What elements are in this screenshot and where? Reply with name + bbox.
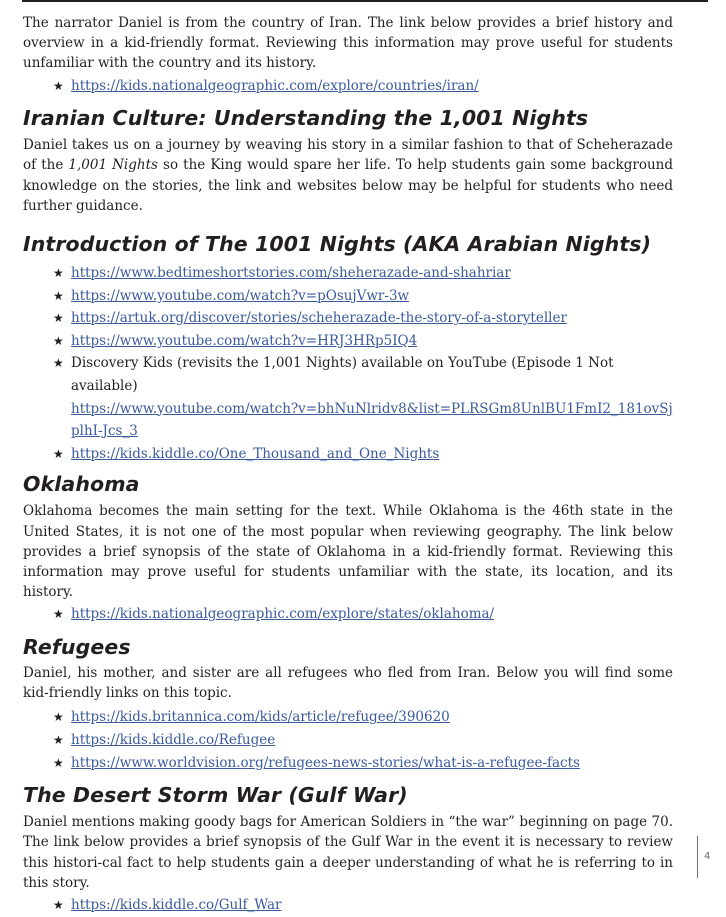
star-bullet-icon: ★ xyxy=(53,755,64,770)
link-worldvision-refugee[interactable]: https://www.worldvision.org/refugees-news-stories/what-is-a-refugee-facts xyxy=(71,754,580,771)
list-item xyxy=(53,894,673,917)
list-item xyxy=(53,75,673,98)
heading-oklahoma: Oklahoma xyxy=(23,472,140,497)
list-item xyxy=(53,352,673,442)
document-page xyxy=(23,13,673,917)
heading-refugees: Refugees xyxy=(23,634,131,659)
star-bullet-icon: ★ xyxy=(53,288,64,303)
refugees-paragraph: Daniel, his mother, and sister are all refugees who fled from Iran. Below you will find some kid-friendly links on this topic. xyxy=(23,664,673,702)
link-discovery-kids-youtube[interactable]: https://www.youtube.com/watch?v=bhNuNlridv8&list=PLRSGm8UnlBU1FmI2_181ovSjplhI-Jcs_3 xyxy=(71,400,673,440)
star-bullet-icon: ★ xyxy=(53,333,64,348)
intro-link-list xyxy=(23,75,673,98)
list-item xyxy=(53,262,673,285)
star-bullet-icon: ★ xyxy=(53,732,64,747)
top-rule xyxy=(22,0,708,2)
heading-desert-storm: The Desert Storm War (Gulf War) xyxy=(23,783,408,808)
link-youtube-1[interactable]: https://www.youtube.com/watch?v=pOsujVwr-3w xyxy=(71,287,410,304)
nights-link-list xyxy=(23,262,673,465)
list-item xyxy=(53,330,673,353)
heading-iranian-culture: Iranian Culture: Understanding the 1,001 Nights xyxy=(23,106,589,131)
iranian-culture-paragraph xyxy=(23,135,673,216)
star-bullet-icon: ★ xyxy=(53,356,64,371)
link-britannica-refugee[interactable]: https://kids.britannica.com/kids/article/refugee/390620 xyxy=(71,709,450,726)
heading-introduction-1001-nights: Introduction of The 1001 Nights (AKA Arabian Nights) xyxy=(23,232,652,257)
star-bullet-icon: ★ xyxy=(53,607,64,622)
list-item xyxy=(53,603,673,626)
star-bullet-icon: ★ xyxy=(53,311,64,326)
intro-paragraph: The narrator Daniel is from the country of Iran. The link below provides a brief history and overview in a kid-friendly format. Reviewing this information may prove useful for students unfamiliar with the country and its history. xyxy=(23,15,673,72)
iranian-text-a: Daniel takes us on a journey by weaving his story in a similar fashion to that of Scheherazade of the xyxy=(23,137,673,174)
refugees-link-list xyxy=(23,706,673,774)
link-kiddle-refugee[interactable]: https://kids.kiddle.co/Refugee xyxy=(71,731,276,748)
link-kiddle-1001-nights[interactable]: https://kids.kiddle.co/One_Thousand_and_One_Nights xyxy=(71,445,440,462)
list-item xyxy=(53,285,673,308)
iranian-text-b: so the King would spare her life. To help students gain some background knowledge on the stories, the link and websites below may be helpful for students who need further guidance. xyxy=(23,157,673,214)
desert-storm-link-list xyxy=(23,894,673,917)
link-artuk[interactable]: https://artuk.org/discover/stories/scheherazade-the-story-of-a-storyteller xyxy=(71,310,567,327)
star-bullet-icon: ★ xyxy=(53,266,64,281)
oklahoma-paragraph: Oklahoma becomes the main setting for the text. While Oklahoma is the 46th state in the United States, it is not one of the most popular when reviewing geography. The link below provides a brief synopsis of the state of Oklahoma in a kid-friendly format. Reviewing this information may prove useful for students unfamiliar with the state, its location, and its history. xyxy=(23,503,673,601)
link-oklahoma[interactable]: https://kids.nationalgeographic.com/explore/states/oklahoma/ xyxy=(71,606,495,623)
link-youtube-2[interactable]: https://www.youtube.com/watch?v=HRJ3HRp5IQ4 xyxy=(71,332,418,349)
iranian-text-emphasis: 1,001 Nights xyxy=(68,157,158,174)
list-item xyxy=(53,729,673,752)
list-item xyxy=(53,443,673,466)
discovery-kids-text: Discovery Kids (revisits the 1,001 Nights) available on YouTube (Episode 1 Not available) xyxy=(71,355,614,394)
oklahoma-link-list xyxy=(23,603,673,626)
desert-storm-paragraph: Daniel mentions making goody bags for American Soldiers in “the war” beginning on page 70. The link below provides a brief synopsis of the Gulf War in the event it is necessary to review this histori-cal fact to help students gain a deeper understanding of what he is referring to in this story. xyxy=(23,814,673,891)
list-item xyxy=(53,307,673,330)
list-item xyxy=(53,752,673,775)
list-item xyxy=(53,706,673,729)
star-bullet-icon: ★ xyxy=(53,78,64,93)
page-number: 4 xyxy=(697,836,710,878)
link-bedtime-stories[interactable]: https://www.bedtimeshortstories.com/sheherazade-and-shahriar xyxy=(71,265,511,282)
star-bullet-icon: ★ xyxy=(53,710,64,725)
link-kiddle-gulf-war[interactable]: https://kids.kiddle.co/Gulf_War xyxy=(71,896,282,913)
star-bullet-icon: ★ xyxy=(53,446,64,461)
star-bullet-icon: ★ xyxy=(53,897,64,912)
link-iran[interactable]: https://kids.nationalgeographic.com/explore/countries/iran/ xyxy=(71,77,479,94)
